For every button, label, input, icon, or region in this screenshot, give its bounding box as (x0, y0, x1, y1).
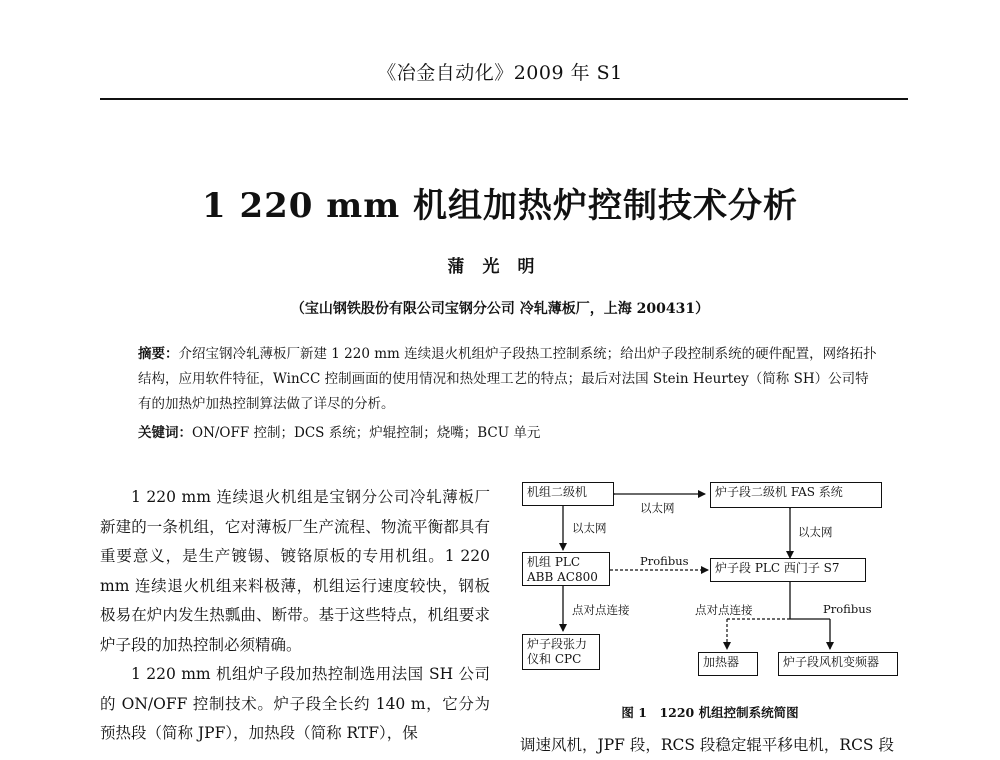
body-right-column-line: 调速风机，JPF 段，RCS 段稳定辊平移电机，RCS 段 (520, 736, 894, 754)
abstract-text: 介绍宝钢冷轧薄板厂新建 1 220 mm 连续退火机组炉子段热工控制系统；给出炉子段控制系统的硬件配置，网络拓扑结构，应用软件特征，WinCC 控制画面的使用情况和热处理工艺的特点；最后对法国 Stein Heurtey（简称 SH）公司特有的加热炉加热控制算法做了详尽的分析。 (138, 346, 877, 412)
box-line-plc (522, 552, 610, 586)
abstract-label: 摘要： (138, 346, 179, 362)
journal-header: 《冶金自动化》2009 年 S1 (377, 62, 623, 84)
keywords-text: ON/OFF 控制；DCS 系统；炉辊控制；烧嘴；BCU 单元 (192, 425, 541, 441)
affiliation: （宝山钢铁股份有限公司宝钢分公司 冷轧薄板厂，上海 200431） (290, 301, 710, 317)
figure-caption: 图 1 1220 机组控制系统简图 (621, 705, 799, 720)
box-tension (522, 634, 600, 670)
control-system-diagram (520, 474, 900, 694)
label-ethernet-left: 以太网 (572, 521, 607, 535)
body-paragraph-2: 1 220 mm 机组炉子段加热控制选用法国 SH 公司的 ON/OFF 控制技术。炉子段全长约 140 m，它分为预热段（简称 JPF），加热段（简称 RTF），保 (100, 665, 490, 742)
keywords-label: 关键词： (138, 425, 192, 441)
abstract (138, 342, 878, 417)
label-p2p-mid: 点对点连接 (695, 603, 753, 617)
box-heater: 加热器 (698, 652, 758, 676)
label-ethernet-top: 以太网 (640, 501, 675, 515)
body-left-column (100, 483, 490, 749)
keywords (138, 421, 878, 441)
box-furnace-level2: 炉子段二级机 FAS 系统 (710, 482, 882, 508)
box-line-level2: 机组二级机 (522, 482, 614, 506)
paper-title: 1 220 mm 机组加热炉控制技术分析 (201, 186, 799, 226)
box-line-plc-line2: ABB AC800 (527, 570, 598, 584)
body-paragraph-1: 1 220 mm 连续退火机组是宝钢分公司冷轧薄板厂新建的一条机组，它对薄板厂生产流程、物流平衡都具有重要意义，是生产镀锡、镀铬原板的专用机组。1 220 mm 连续退火机组来料极薄，机组运行速度较快，钢板极易在炉内发生热瓢曲、断带。基于这些特点，机组要求炉子段的加热控制必须精确。 (100, 488, 490, 654)
box-fan-inverter: 炉子段风机变频器 (778, 652, 898, 676)
label-profibus-mid: Profibus (640, 554, 689, 568)
label-p2p-left: 点对点连接 (572, 603, 630, 617)
label-ethernet-right: 以太网 (798, 525, 833, 539)
label-profibus-right: Profibus (823, 602, 872, 616)
header-rule (100, 98, 908, 100)
box-tension-line2: 仪和 CPC (527, 652, 582, 666)
box-tension-line1: 炉子段张力 (527, 637, 588, 651)
box-line-plc-line1: 机组 PLC (527, 555, 581, 569)
author-name: 蒲光明 (447, 257, 553, 277)
box-furnace-plc: 炉子段 PLC 西门子 S7 (710, 558, 866, 582)
